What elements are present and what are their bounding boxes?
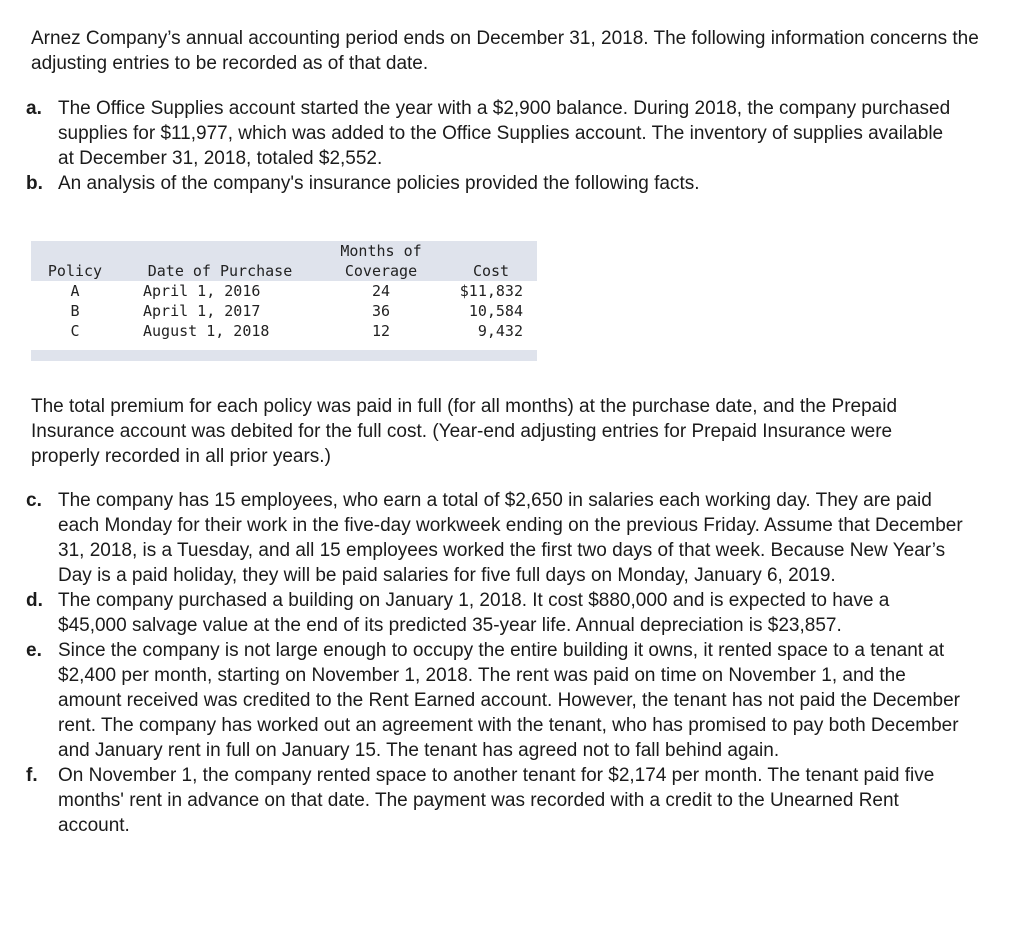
header-months-line2: Coverage	[344, 262, 418, 280]
list-item-d	[0, 588, 1000, 638]
item-text: The Office Supplies account started the year with a $2,900 balance. During 2018, the company purchased supplies for $11,977, which was added to the Office Supplies account. The inventory of supplies available at December 31, 2018, totaled $2,552.	[58, 98, 951, 169]
list-item-b	[0, 171, 1000, 196]
adjustment-list-top	[0, 96, 1000, 196]
item-text: On November 1, the company rented space to another tenant for $2,174 per month. The tenant paid five months' rent in advance on that date. The payment was recorded with a credit to the Unearned Rent account.	[58, 765, 935, 836]
header-cost: Cost	[472, 262, 510, 280]
list-item-a	[0, 96, 1000, 171]
table-cell-date: April 1, 2017	[143, 302, 261, 320]
insurance-policies-table	[31, 241, 537, 361]
table-footer-band	[31, 350, 537, 361]
item-marker: d.	[26, 590, 43, 611]
item-text: The company has 15 employees, who earn a total of $2,650 in salaries each working day. They are paid each Monday for their work in the five-day workweek ending on the previous Friday. Assume that December 31, 2018, is a Tuesday, and all 15 employees worked the first two days of that week. Because New Year’s Day is a paid holiday, they will be paid salaries for five full days on Monday, January 6, 2019.	[58, 490, 963, 586]
item-marker: f.	[26, 765, 38, 786]
intro-paragraph: Arnez Company’s annual accounting period ends on December 31, 2018. The following information concerns the adjusting entries to be recorded as of that date.	[31, 28, 979, 74]
list-item-f	[0, 763, 1000, 838]
table-cell-policy: B	[70, 302, 80, 320]
list-item-c	[0, 488, 1000, 588]
table-cell-months: 36	[371, 302, 391, 320]
header-policy: Policy	[47, 262, 103, 280]
table-cell-policy: A	[70, 282, 80, 300]
table-cell-date: August 1, 2018	[143, 322, 270, 340]
header-months-line1: Months of	[340, 242, 422, 260]
table-cell-cost: 10,584	[468, 302, 523, 320]
table-cell-policy: C	[70, 322, 80, 340]
premium-paragraph: The total premium for each policy was paid in full (for all months) at the purchase date, and the Prepaid Insurance account was debited for the full cost. (Year-end adjusting entries for Prepaid Insurance were properly recorded in all prior years.)	[31, 396, 898, 467]
item-text: Since the company is not large enough to occupy the entire building it owns, it rented space to a tenant at $2,400 per month, starting on November 1, 2018. The rent was paid on time on November 1, and the amount received was credited to the Rent Earned account. However, the tenant has not paid the December rent. The company has worked out an agreement with the tenant, who has promised to pay both December and January rent in full on January 15. The tenant has agreed not to fall behind again.	[58, 640, 960, 761]
table-cell-months: 12	[371, 322, 391, 340]
header-date-of-purchase: Date of Purchase	[147, 262, 293, 280]
item-marker: c.	[26, 490, 42, 511]
item-text: An analysis of the company's insurance policies provided the following facts.	[58, 173, 700, 194]
item-text: The company purchased a building on January 1, 2018. It cost $880,000 and is expected to have a $45,000 salvage value at the end of its predicted 35-year life. Annual depreciation is $23,857.	[58, 590, 890, 636]
item-marker: e.	[26, 640, 42, 661]
table-cell-cost: 9,432	[477, 322, 523, 340]
item-marker: a.	[26, 98, 42, 119]
table-cell-cost: $11,832	[459, 282, 523, 300]
item-marker: b.	[26, 173, 43, 194]
adjustment-list-bottom	[0, 488, 1000, 838]
list-item-e	[0, 638, 1000, 763]
table-cell-date: April 1, 2016	[143, 282, 261, 300]
table-cell-months: 24	[371, 282, 391, 300]
